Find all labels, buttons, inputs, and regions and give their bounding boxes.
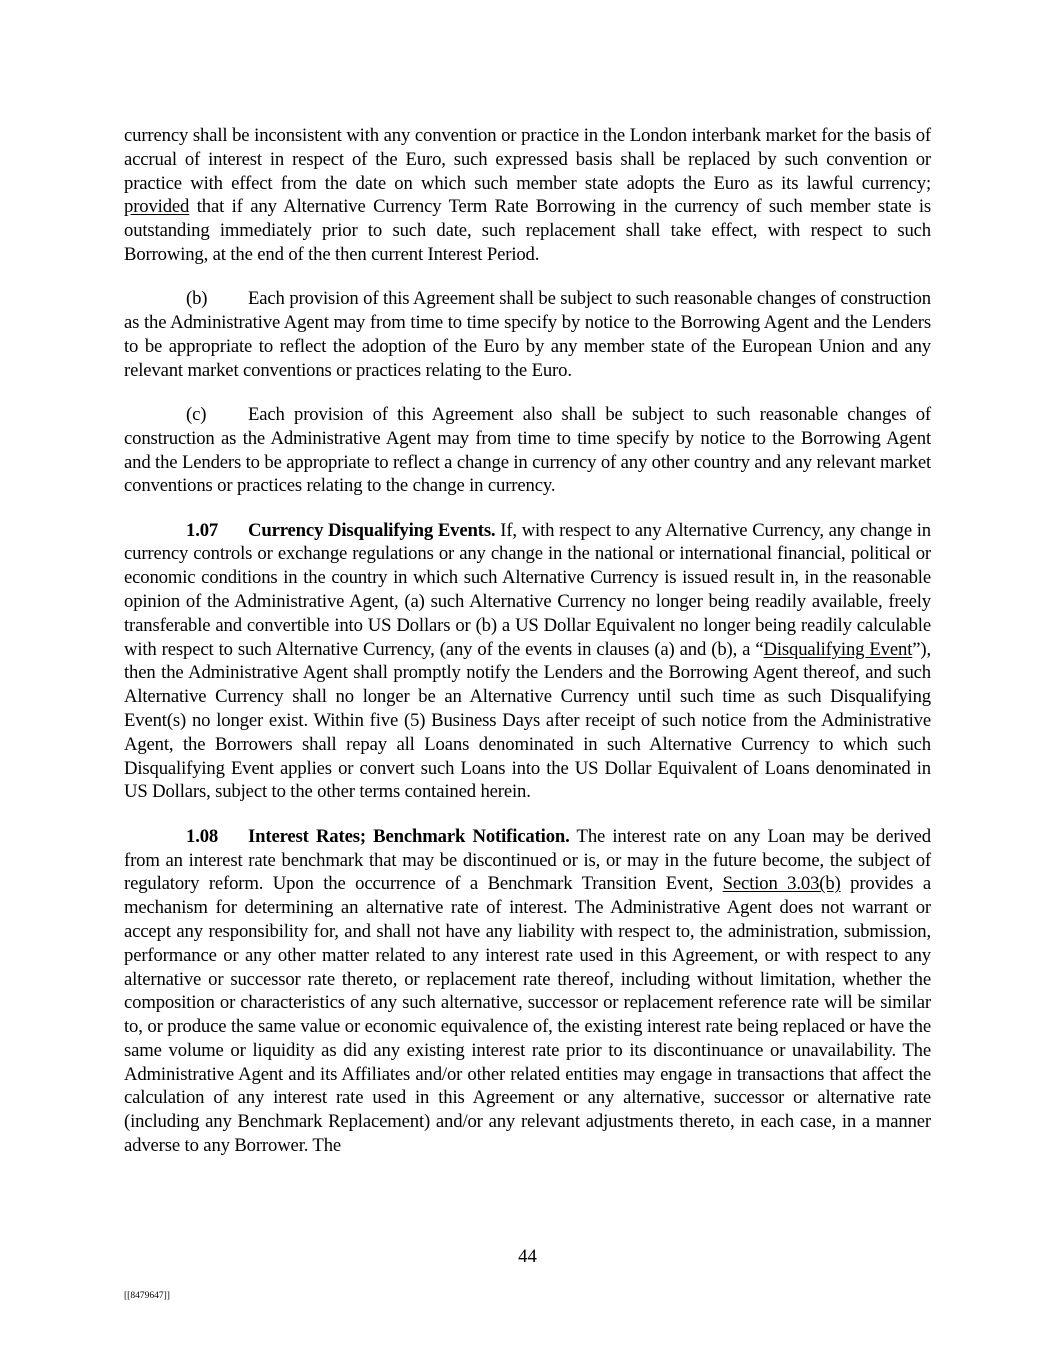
clause-label-b: (b) [186, 288, 208, 310]
page-number: 44 [518, 1246, 537, 1267]
document-body [124, 124, 931, 1178]
section-1-08: 1.08 Interest Rates; Benchmark Notification. The interest rate on any Loan may be derived from an interest rate benchmark that may be discontinued or is, or may in the future become, the subject of regulatory reform. Upon the occurrence of a Benchmark Transition Event, Section 3.03(b) provides a mechanism for determining an alternative rate of interest. The Administrative Agent does not warrant or accept any responsibility for, and shall not have any liability with respect to, the administration, submission, performance or any other matter related to any interest rate used in this Agreement, or with respect to any alternative or successor rate thereto, or replacement rate thereof, including without limitation, whether the composition or characteristics of any such alternative, successor or replacement reference rate will be similar to, or produce the same value or economic equivalence of, the existing interest rate being replaced or have the same volume or liquidity as did any existing interest rate prior to its discontinuance or unavailability. The Administrative Agent and its Affiliates and/or other related entities may engage in transactions that affect the calculation of any interest rate used in this Agreement or any alternative, successor or alternative rate (including any Benchmark Replacement) and/or any relevant adjustments thereto, in each case, in a manner adverse to any Borrower. The [124, 825, 931, 1157]
section-heading: Currency Disqualifying Events. [248, 519, 496, 541]
paragraph-continuation: currency shall be inconsistent with any convention or practice in the London interbank market for the basis of accrual of interest in respect of the Euro, such expressed basis shall be replaced by such convention or practice with effect from the date on which such member state adopts the Euro as its lawful currency; provided that if any Alternative Currency Term Rate Borrowing in the currency of such member state is outstanding immediately prior to such date, such replacement shall take effect, with respect to such Borrowing, at the end of the then current Interest Period. [124, 125, 931, 265]
document-id: [[8479647]] [124, 1291, 170, 1301]
section-heading: Interest Rates; Benchmark Notification. [248, 825, 570, 847]
section-1-07: 1.07 Currency Disqualifying Events. If, with respect to any Alternative Currency, any change in currency controls or exchange regulations or any change in the national or international financial, political or economic conditions in the country in which such Alternative Currency is issued result in, in the reasonable opinion of the Administrative Agent, (a) such Alternative Currency no longer being readily available, freely transferable and convertible into US Dollars or (b) a US Dollar Equivalent no longer being readily calculable with respect to such Alternative Currency, (any of the events in clauses (a) and (b), a “Disqualifying Event”), then the Administrative Agent shall promptly notify the Lenders and the Borrowing Agent thereof, and such Alternative Currency shall no longer be an Alternative Currency until such time as such Disqualifying Event(s) no longer exist. Within five (5) Business Days after receipt of such notice from the Administrative Agent, the Borrowers shall repay all Loans denominated in such Alternative Currency to which such Disqualifying Event applies or convert such Loans into the US Dollar Equivalent of Loans denominated in US Dollars, subject to the other terms contained herein. [124, 519, 931, 803]
clause-label-c: (c) [186, 403, 207, 425]
provided-term: provided [124, 196, 190, 218]
section-number: 1.07 [186, 519, 219, 541]
paragraph-c: (c) Each provision of this Agreement also shall be subject to such reasonable changes of construction as the Administrative Agent may from time to time specify by notice to the Borrowing Agent and the Lenders to be appropriate to reflect a change in currency of any other country and any relevant market conventions or practices relating to the change in currency. [124, 403, 931, 497]
section-number: 1.08 [186, 825, 219, 847]
paragraph-b: (b) Each provision of this Agreement shall be subject to such reasonable changes of construction as the Administrative Agent may from time to time specify by notice to the Borrowing Agent and the Lenders to be appropriate to reflect the adoption of the Euro by any member state of the European Union and any relevant market conventions or practices relating to the Euro. [124, 288, 931, 381]
defined-term: Disqualifying Event [763, 638, 913, 660]
section-reference: Section 3.03(b) [722, 873, 841, 895]
